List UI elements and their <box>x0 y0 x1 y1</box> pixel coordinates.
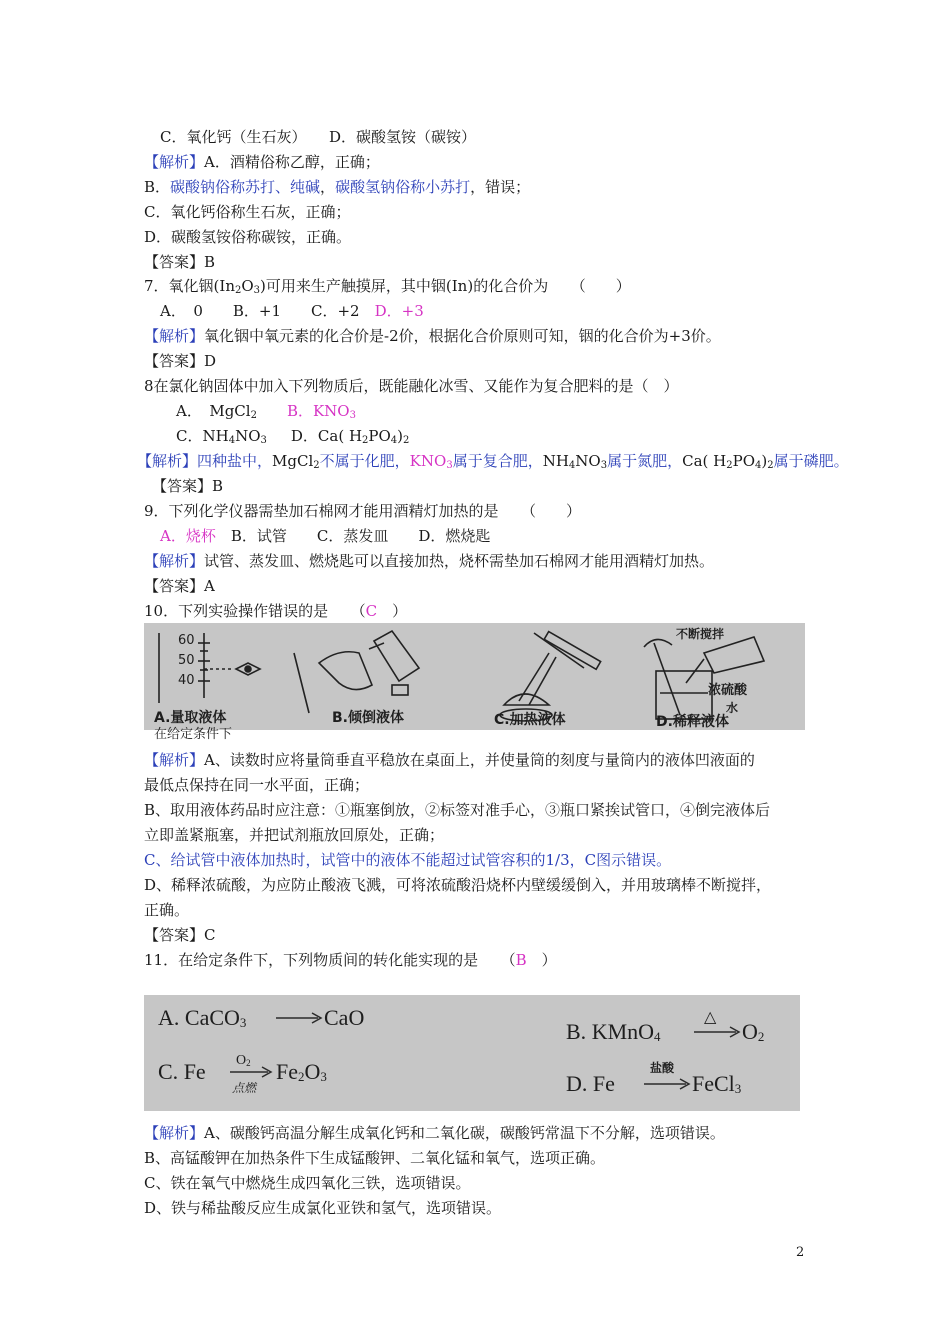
subscript: 2 <box>767 460 774 471</box>
stem-answer: C <box>365 602 378 620</box>
q9-answer: 【答案】A <box>144 577 215 595</box>
q8-stem: 8在氯化钠固体中加入下列物质后，既能融化冰雪、又能作为复合肥料的是（ ） <box>144 377 679 395</box>
q6-answer: 【答案】B <box>144 253 216 271</box>
q9-analysis <box>144 551 714 571</box>
analysis-part: ) <box>761 452 768 470</box>
analysis-text: A、碳酸钙高温分解生成氧化钙和二氧化碳，碳酸钙常温下不分解，选项错误。 <box>204 1124 725 1142</box>
label-c: C.加热液体 <box>494 712 566 728</box>
subscript: 3 <box>600 460 608 471</box>
subscript: 4 <box>228 435 236 446</box>
analysis-tag: 【解析】 <box>144 552 205 570</box>
b-highlight-1: 碳酸钠俗称苏打、纯碱 <box>170 178 321 196</box>
subscript: 4 <box>568 460 576 471</box>
q10-analysis-c: C、给试管中液体加热时，试管中的液体不能超过试管容积的1/3，C图示错误。 <box>144 851 672 869</box>
analysis-tag: 【解析】 <box>144 327 205 345</box>
option-d-correct: D．+3 <box>374 302 424 320</box>
option-d-part: PO <box>368 427 391 445</box>
q6-options-cd: C．氧化钙（生石灰） D．碳酸氢铵（碳铵） <box>160 128 477 146</box>
q6-analysis-b <box>144 177 530 197</box>
q10-analysis-a2: 最低点保持在同一水平面，正确； <box>144 776 370 794</box>
option-a: A． MgCl <box>176 402 251 420</box>
subscript: 2 <box>403 435 410 446</box>
q10-analysis-b2: 立即盖紧瓶塞，并把试剂瓶放回原处，正确； <box>144 826 445 844</box>
stem-text: 11．在给定条件下，下列物质间的转化能实现的是 （ <box>144 951 516 969</box>
analysis-text: A．酒精俗称乙醇，正确； <box>204 153 380 171</box>
analysis-text: 试管、蒸发皿、燃烧匙可以直接加热，烧杯需垫加石棉网才能用酒精灯加热。 <box>204 552 715 570</box>
lab-operations-figure <box>144 623 805 742</box>
analysis-part: 属于复合肥， <box>452 452 543 470</box>
subscript: 3 <box>446 460 453 471</box>
scale-60: 60 <box>178 633 195 648</box>
q8-analysis <box>137 451 849 471</box>
stir-label: 不断搅拌 <box>676 627 725 641</box>
q11-analysis-b: B、高锰酸钾在加热条件下生成锰酸钾、二氧化锰和氧气，选项正确。 <box>144 1149 606 1167</box>
stem-close: ） <box>526 951 557 969</box>
stem-part: 7．氧化铟(In <box>144 277 235 295</box>
q8-options-ab <box>176 401 356 421</box>
analysis-part: 属于氮肥， <box>607 452 683 470</box>
option-a-correct: A．烧杯 <box>160 527 216 545</box>
q10-analysis-a1 <box>144 750 755 770</box>
cut-off-text: 在给定条件下 <box>154 727 233 742</box>
q10-analysis-d1: D、稀释浓硫酸，为应防止酸液飞溅，可将浓硫酸沿烧杯内壁缓缓倒入，并用玻璃棒不断搅拌， <box>144 876 772 894</box>
q8-options-cd <box>176 426 409 446</box>
analysis-text: 氧化铟中氧元素的化合价是-2价，根据化合价原则可知，铟的化合价为+3价。 <box>204 327 721 345</box>
analysis-part: Ca( H <box>682 452 727 470</box>
q7-options <box>160 301 424 321</box>
analysis-part: PO <box>732 452 756 470</box>
arrow-icon <box>642 1077 692 1091</box>
q7-analysis <box>144 326 721 346</box>
reaction-d: D. Fe <box>566 1071 615 1096</box>
subscript: 2 <box>234 285 242 296</box>
q9-stem: 9．下列化学仪器需垫加石棉网才能用酒精灯加热的是 （ ） <box>144 502 582 520</box>
reaction-d-product: FeCl$_3$ <box>692 1071 742 1096</box>
subscript: 4 <box>755 460 762 471</box>
analysis-part: NH <box>542 452 569 470</box>
stem-text: 10．下列实验操作错误的是 （ <box>144 602 366 620</box>
q10-analysis-b1: B、取用液体药品时应注意：①瓶塞倒放，②标签对准手心，③瓶口紧挨试管口，④倒完液体后 <box>144 801 771 819</box>
reaction-c: C. Fe <box>158 1059 206 1084</box>
q11-analysis-d: D、铁与稀盐酸反应生成氯化亚铁和氢气，选项错误。 <box>144 1199 502 1217</box>
analysis-part: 属于磷肥。 <box>773 452 849 470</box>
analysis-part: KNO <box>409 452 447 470</box>
q7-answer: 【答案】D <box>144 352 217 370</box>
arrow-icon <box>228 1065 274 1079</box>
b-comma: ， <box>320 178 336 196</box>
page-number: 2 <box>796 1245 805 1260</box>
scale-50: 50 <box>178 653 195 668</box>
b-prefix: B． <box>144 178 171 196</box>
acid-label: 浓硫酸 <box>708 683 748 698</box>
stem-answer: B <box>515 951 527 969</box>
reaction-c-product: $Fe_2O_3$ <box>276 1059 327 1084</box>
arrow-icon <box>274 1011 324 1025</box>
option-c: C．NH <box>176 427 229 445</box>
stem-part: )可用来生产触摸屏，其中铟(In)的化合价为 （ ） <box>260 277 631 295</box>
options-abc: A． 0 B．+1 C．+2 <box>160 302 375 320</box>
reaction-b: B. KMnO$_4$ <box>566 1019 661 1044</box>
q8-answer: 【答案】B <box>152 477 224 495</box>
option-d-part: ) <box>397 427 404 445</box>
reaction-a-product: CaO <box>324 1005 365 1030</box>
acid-condition: 盐酸 <box>650 1061 675 1075</box>
option-b-correct: B．$KNO_3$ <box>286 402 356 421</box>
analysis-part: MgCl <box>272 452 314 470</box>
subscript: 3 <box>253 285 261 296</box>
subscript: 2 <box>250 410 257 421</box>
analysis-part: NO <box>575 452 601 470</box>
analysis-tag: 【解析】 <box>144 153 205 171</box>
q11-analysis-a <box>144 1123 725 1143</box>
ignite-condition: 点燃 <box>232 1081 257 1095</box>
label-b: B.倾倒液体 <box>332 710 404 726</box>
b-suffix: ，错误； <box>470 178 531 196</box>
subscript: 4 <box>390 435 398 446</box>
water-label: 水 <box>726 701 739 715</box>
q6-analysis-c: C．氧化钙俗称生石灰，正确； <box>144 203 351 221</box>
q6-analysis-d: D．碳酸氢铵俗称碳铵，正确。 <box>144 228 352 246</box>
analysis-tag: 【解析】 <box>144 1124 205 1142</box>
q10-stem <box>144 601 407 621</box>
options-rest: B．试管 C．蒸发皿 D．燃烧匙 <box>215 527 491 545</box>
reaction-b-product: $O_2$ <box>742 1019 765 1044</box>
subscript: 2 <box>313 460 320 471</box>
stem-part: O <box>241 277 254 295</box>
q10-answer: 【答案】C <box>144 926 216 944</box>
analysis-tag: 【解析】 <box>137 452 198 470</box>
reaction-a: A. CaCO$_3$ <box>158 1005 247 1030</box>
arrow-icon <box>692 1025 742 1039</box>
label-d: D.稀释液体 <box>656 714 729 730</box>
b-highlight-2: 碳酸氢钠俗称小苏打 <box>335 178 471 196</box>
subscript: 2 <box>726 460 733 471</box>
reaction-c-condition: $O_2$ <box>236 1053 251 1068</box>
scale-40: 40 <box>178 673 195 688</box>
q10-analysis-d2: 正确。 <box>144 901 190 919</box>
q9-options <box>160 526 490 546</box>
q7-stem <box>144 276 631 296</box>
analysis-tag: 【解析】 <box>144 751 205 769</box>
heat-condition-icon: △ <box>704 1007 717 1026</box>
subscript: 3 <box>260 435 267 446</box>
q11-analysis-c: C、铁在氧气中燃烧生成四氧化三铁，选项错误。 <box>144 1174 471 1192</box>
reactions-figure <box>144 995 800 1111</box>
stem-close: ） <box>377 602 408 620</box>
option-c-part: NO <box>235 427 261 445</box>
label-a: A.量取液体 <box>154 710 227 726</box>
analysis-part: 四种盐中， <box>197 452 273 470</box>
analysis-text: A、读数时应将量筒垂直平稳放在桌面上，并使量筒的刻度与量筒内的液体凹液面的 <box>204 751 755 769</box>
option-d: D．Ca( H <box>290 427 363 445</box>
subscript: 2 <box>362 435 369 446</box>
q6-analysis-a <box>144 152 380 172</box>
analysis-part: 不属于化肥， <box>319 452 410 470</box>
q11-stem <box>144 950 557 970</box>
